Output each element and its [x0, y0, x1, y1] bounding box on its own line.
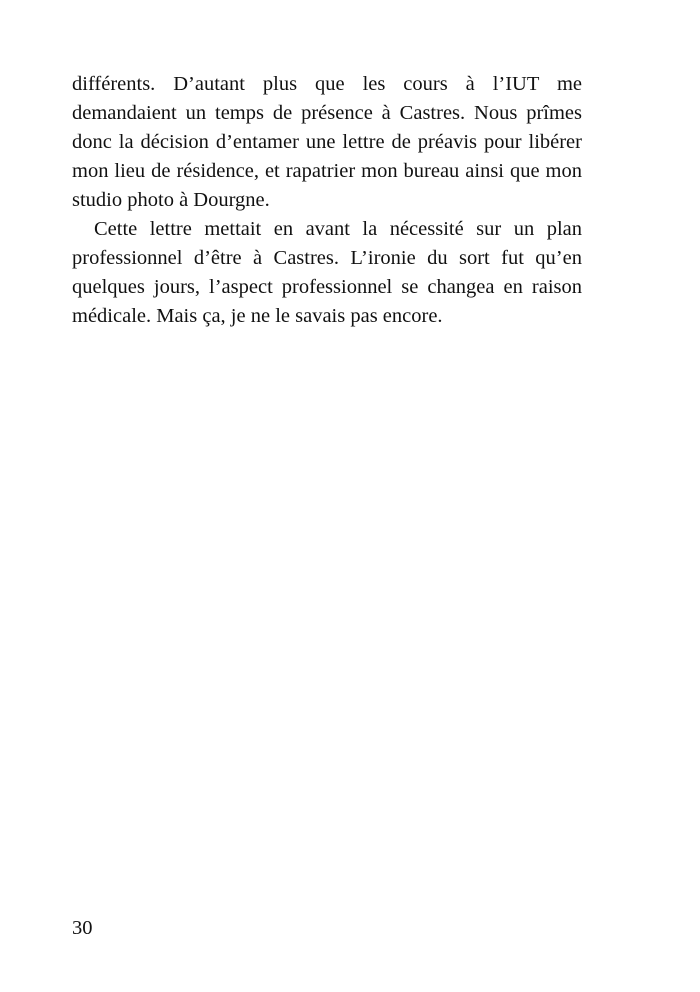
paragraph: Cette lettre mettait en avant la nécessité sur un plan professionnel d’être à Castres. L’ironie du sort fut qu’en quelques jours, l’aspect professionnel se changea en raison médicale. Mais ça, je ne le savais pas encore. [72, 218, 582, 327]
page-number: 30 [72, 917, 93, 939]
paragraph-continuation: différents. D’autant plus que les cours à l’IUT me demandaient un temps de présence à Castres. Nous prîmes donc la décision d’entamer une lettre de préavis pour libérer mon lieu de résidence, et rapatrier mon bureau ainsi que mon studio photo à Dourgne. [72, 73, 582, 211]
body-text [72, 70, 582, 331]
